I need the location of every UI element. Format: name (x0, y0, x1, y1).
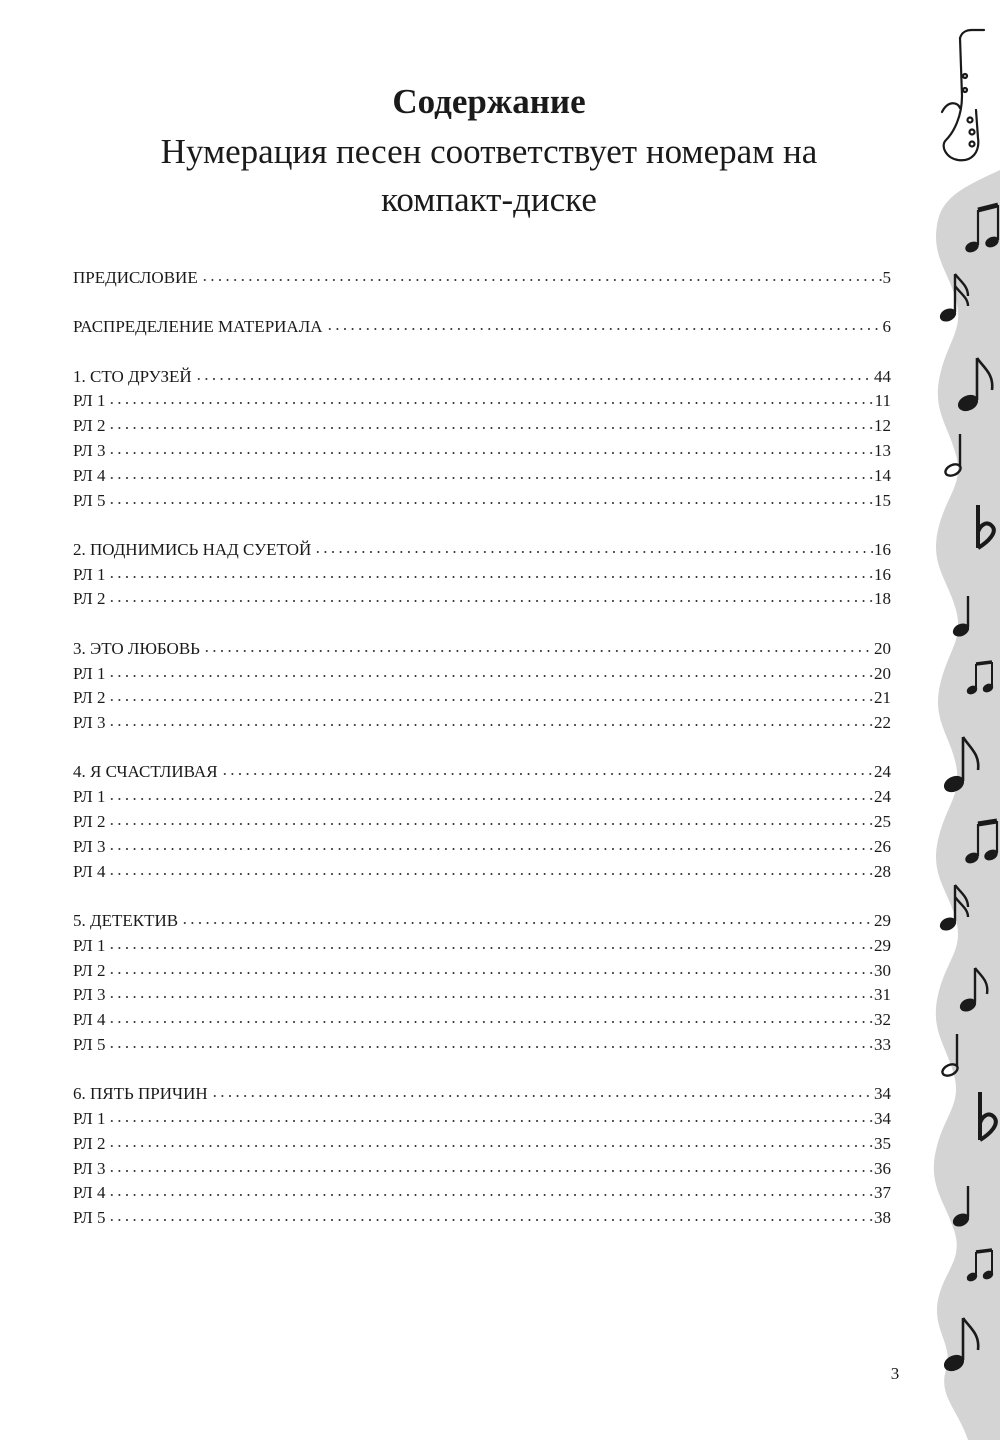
toc-section (73, 637, 891, 736)
toc-entry-label: 6. ПЯТЬ ПРИЧИН (73, 1084, 208, 1104)
toc-entry-label: РЛ 2 (73, 416, 106, 436)
toc-entry-label: РЛ 1 (73, 391, 106, 411)
toc-entry (73, 1008, 891, 1033)
toc-entry-label: РЛ 1 (73, 564, 106, 584)
dot-leader (203, 649, 873, 653)
toc-entry (73, 934, 891, 959)
toc-entry (73, 315, 891, 340)
toc-entry-page: 34 (874, 1109, 891, 1129)
toc-entry-page: 29 (874, 910, 891, 930)
dot-leader (108, 847, 873, 851)
toc-entry (73, 563, 891, 588)
page-number: 3 (890, 1364, 900, 1383)
toc-entry (73, 266, 891, 291)
toc-entry-label: РЛ 4 (73, 1010, 106, 1030)
toc-entry (73, 959, 891, 984)
toc-entry (73, 464, 891, 489)
dot-leader (201, 278, 882, 282)
toc-entry-label: РЛ 2 (73, 688, 106, 708)
toc-entry (73, 785, 891, 810)
toc-section (73, 365, 891, 514)
toc-entry-page: 32 (874, 1010, 891, 1030)
dot-leader (326, 327, 882, 331)
toc-entry-page: 36 (874, 1158, 891, 1178)
dot-leader (108, 1020, 873, 1024)
toc-entry-page: 14 (874, 465, 891, 485)
toc-entry (73, 662, 891, 687)
toc-entry (73, 1181, 891, 1206)
dot-leader (108, 723, 873, 727)
dot-leader (211, 1094, 873, 1098)
toc-entry-page: 26 (874, 836, 891, 856)
toc-entry-page: 34 (874, 1084, 891, 1104)
toc-entry (73, 489, 891, 514)
subtitle-line-2: компакт-диске (381, 180, 597, 219)
toc-entry (73, 1107, 891, 1132)
dot-leader (108, 698, 873, 702)
toc-entry (73, 686, 891, 711)
toc-entry (73, 760, 891, 785)
toc-entry-page: 31 (874, 985, 891, 1005)
dot-leader (108, 797, 873, 801)
toc-section (73, 909, 891, 1058)
toc-entry-page: 28 (874, 861, 891, 881)
toc-entry-page: 20 (874, 663, 891, 683)
toc-entry (73, 860, 891, 885)
dot-leader (181, 921, 873, 925)
toc-entry-page: 20 (874, 638, 891, 658)
toc-entry-label: РЛ 4 (73, 1183, 106, 1203)
toc-entry (73, 439, 891, 464)
toc-entry (73, 1082, 891, 1107)
toc-entry-page: 6 (882, 317, 891, 337)
toc-entry-label: РАСПРЕДЕЛЕНИЕ МАТЕРИАЛА (73, 317, 323, 337)
toc-entry-page: 16 (874, 539, 891, 559)
dot-leader (108, 451, 873, 455)
dot-leader (108, 575, 873, 579)
toc-entry (73, 389, 891, 414)
toc-entry-label: РЛ 1 (73, 935, 106, 955)
toc-entry-page: 38 (874, 1208, 891, 1228)
toc-entry-label: РЛ 3 (73, 440, 106, 460)
toc-entry (73, 1132, 891, 1157)
toc-entry (73, 587, 891, 612)
dot-leader (108, 1119, 873, 1123)
toc-entry (73, 711, 891, 736)
toc-entry-label: РЛ 5 (73, 490, 106, 510)
toc-section (73, 315, 891, 340)
toc-entry-page: 11 (874, 391, 891, 411)
toc-entry-page: 12 (874, 416, 891, 436)
dot-leader (108, 995, 873, 999)
dot-leader (108, 1169, 873, 1173)
toc-entry (73, 1206, 891, 1231)
toc-entry-label: РЛ 4 (73, 465, 106, 485)
toc-entry-page: 16 (874, 564, 891, 584)
toc-entry-label: РЛ 1 (73, 1109, 106, 1129)
toc-entry-page: 22 (874, 713, 891, 733)
toc-entry-page: 29 (874, 935, 891, 955)
toc-entry (73, 365, 891, 390)
toc-entry-label: РЛ 4 (73, 861, 106, 881)
toc-entry-page: 21 (874, 688, 891, 708)
toc-entry (73, 1157, 891, 1182)
toc-entry (73, 810, 891, 835)
toc-entry-page: 24 (874, 787, 891, 807)
toc-entry-label: РЛ 3 (73, 985, 106, 1005)
toc-entry (73, 909, 891, 934)
toc-entry-page: 5 (882, 268, 891, 287)
toc-entry-page: 25 (874, 812, 891, 832)
toc-entry-page: 37 (874, 1183, 891, 1203)
toc-entry-label: РЛ 1 (73, 663, 106, 683)
toc-entry-label: 4. Я СЧАСТЛИВАЯ (73, 762, 218, 782)
dot-leader (108, 476, 873, 480)
music-notes-decoration (928, 0, 1000, 1440)
toc-entry-label: РЛ 2 (73, 1133, 106, 1153)
toc-entry-page: 30 (874, 960, 891, 980)
dot-leader (108, 1144, 873, 1148)
dot-leader (108, 501, 873, 505)
toc-entry-label: РЛ 5 (73, 1208, 106, 1228)
toc-entry-label: РЛ 3 (73, 713, 106, 733)
dot-leader (108, 599, 873, 603)
toc-entry-label: РЛ 5 (73, 1034, 106, 1054)
dot-leader (108, 674, 873, 678)
dot-leader (221, 772, 873, 776)
toc-entry-label: РЛ 2 (73, 960, 106, 980)
toc-section (73, 266, 891, 291)
toc-section (73, 760, 891, 884)
toc-entry (73, 414, 891, 439)
toc-entry-page: 13 (874, 440, 891, 460)
page-subtitle (0, 128, 978, 224)
toc-entry-page: 35 (874, 1133, 891, 1153)
dot-leader (108, 971, 873, 975)
toc-entry-page: 24 (874, 762, 891, 782)
toc-entry-label: РЛ 2 (73, 812, 106, 832)
page-title: Содержание (392, 82, 586, 121)
dot-leader (108, 946, 873, 950)
toc-section (73, 538, 891, 612)
toc-entry-label: 3. ЭТО ЛЮБОВЬ (73, 638, 200, 658)
toc-entry-label: РЛ 2 (73, 589, 106, 609)
toc-entry-page: 15 (874, 490, 891, 510)
dot-leader (108, 1193, 873, 1197)
dot-leader (108, 872, 873, 876)
dot-leader (108, 822, 873, 826)
toc-entry-label: 2. ПОДНИМИСЬ НАД СУЕТОЙ (73, 539, 312, 559)
toc-entry (73, 983, 891, 1008)
dot-leader (108, 1218, 873, 1222)
toc-entry-label: РЛ 1 (73, 787, 106, 807)
toc-entry-page: 18 (874, 589, 891, 609)
toc-entry-label: РЛ 3 (73, 1158, 106, 1178)
toc-entry (73, 538, 891, 563)
saxophone-icon (942, 30, 984, 160)
dot-leader (108, 426, 873, 430)
dot-leader (195, 377, 873, 381)
toc-entry-label: ПРЕДИСЛОВИЕ (73, 268, 198, 287)
subtitle-line-1: Нумерация песен соответствует номерам на (160, 132, 818, 171)
toc-section (73, 1082, 891, 1231)
toc-entry-label: 5. ДЕТЕКТИВ (73, 910, 179, 930)
toc-entry (73, 1033, 891, 1058)
toc-entry (73, 637, 891, 662)
toc-entry-label: 1. СТО ДРУЗЕЙ (73, 366, 192, 386)
toc-entry-label: РЛ 3 (73, 836, 106, 856)
dot-leader (108, 401, 873, 405)
table-of-contents (73, 266, 891, 1256)
toc-entry-page: 44 (874, 366, 891, 386)
dot-leader (108, 1045, 873, 1049)
toc-entry (73, 835, 891, 860)
dot-leader (314, 550, 873, 554)
toc-entry-page: 33 (874, 1034, 891, 1054)
